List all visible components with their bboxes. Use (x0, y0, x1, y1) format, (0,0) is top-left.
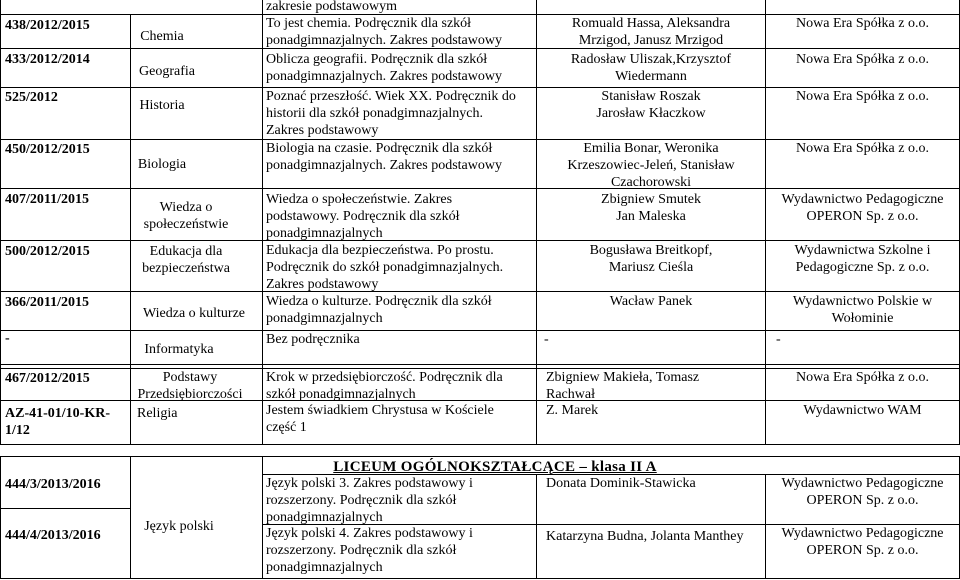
publisher-line: Nowa Era Spółka z o.o. (796, 16, 929, 31)
column-divider (536, 474, 537, 578)
authors-line: Zbigniew Makieła, Tomasz (546, 370, 700, 385)
publisher-line: Wydawnictwa Szkolne i (794, 243, 931, 258)
authors-line: Wacław Panek (609, 294, 693, 309)
publisher-line: Wydawnictwo Pedagogiczne (781, 192, 944, 207)
approval-number: 500/2012/2015 (5, 244, 90, 259)
authors-line: - (544, 332, 549, 347)
publisher-line: - (776, 332, 781, 347)
publisher-line: Wydawnictwo Pedagogiczne (781, 526, 944, 541)
approval-number: 438/2012/2015 (5, 18, 90, 33)
authors-line: Jan Maleska (616, 209, 686, 224)
subject-name: społeczeństwie (143, 217, 229, 232)
publisher-line: OPERON Sp. z o.o. (806, 543, 919, 558)
subject-name: bezpieczeństwa (142, 261, 230, 276)
authors-line: Z. Marek (546, 403, 599, 418)
publisher-line: Nowa Era Spółka z o.o. (796, 52, 929, 67)
row-divider (0, 240, 960, 241)
publisher-line: Wydawnictwo Polskie w (792, 294, 933, 309)
authors-line: Zbigniew Smutek (601, 192, 701, 207)
subject-name: Wiedza o kulturze (142, 306, 246, 321)
approval-number: 467/2012/2015 (5, 371, 90, 386)
authors-line: Emilia Bonar, Weronika (583, 141, 719, 156)
publisher-line: OPERON Sp. z o.o. (806, 209, 919, 224)
authors-line: Katarzyna Budna, Jolanta Manthey (546, 529, 744, 544)
subject-name: Geografia (139, 64, 195, 79)
book-title-line: Edukacja dla bezpieczeństwa. Po prostu. (266, 243, 494, 258)
approval-number: - (5, 331, 10, 346)
book-title-line: część 1 (266, 420, 307, 435)
book-title-line: Jestem świadkiem Chrystusa w Kościele (266, 403, 494, 418)
book-title-line: Wiedza o społeczeństwie. Zakres (266, 192, 453, 207)
approval-number: 444/4/2013/2016 (5, 528, 101, 543)
subject-name: Wiedza o (159, 200, 213, 215)
authors-line: Krzeszowiec-Jeleń, Stanisław (567, 158, 735, 173)
approval-number: 444/3/2013/2016 (5, 477, 101, 492)
column-divider (0, 0, 1, 444)
subject-name: Edukacja dla (149, 244, 223, 259)
book-title-line: Język polski 3. Zakres podstawowy i (266, 476, 473, 491)
approval-number: 366/2011/2015 (5, 295, 90, 310)
subject-name: Religia (137, 406, 178, 421)
approval-number: 450/2012/2015 (5, 142, 90, 157)
row-divider (0, 291, 960, 292)
authors-line: Stanisław Roszak (601, 89, 701, 104)
row-divider (0, 188, 960, 189)
subject-name: Podstawy (162, 370, 218, 385)
approval-number: 525/2012 (5, 90, 58, 105)
book-title-line: Poznać przeszłość. Wiek XX. Podręcznik do (266, 89, 516, 104)
book-title-line: podstawowy. Podręcznik dla szkół (266, 209, 460, 224)
section-divider (0, 456, 960, 457)
book-title-line: ponadgimnazjalnych (266, 226, 383, 241)
approval-number: 407/2011/2015 (5, 192, 90, 207)
column-divider (130, 456, 131, 578)
authors-line: Radosław Uliszak,Krzysztof (570, 52, 732, 67)
section-title (262, 459, 728, 476)
authors-line: Mariusz Cieśla (608, 260, 694, 275)
book-title-line: ponadgimnazjalnych (266, 311, 383, 326)
book-title-line: ponadgimnazjalnych. Zakres podstawowy (266, 33, 502, 48)
book-title-line: szkół ponadgimnazjalnych (266, 387, 416, 402)
subject-name: Biologia (137, 157, 187, 172)
book-title-line: ponadgimnazjalnych (266, 510, 383, 525)
authors-line: Rachwał (546, 387, 595, 402)
publisher-line: OPERON Sp. z o.o. (806, 493, 919, 508)
subject-name: Chemia (140, 29, 184, 44)
approval-number: 433/2012/2014 (5, 52, 90, 67)
book-title-line: Oblicza geografii. Podręcznik dla szkół (266, 52, 488, 67)
authors-line: Romuald Hassa, Aleksandra (571, 16, 731, 31)
authors-line: Donata Dominik-Stawicka (546, 476, 696, 491)
book-title-line: Wiedza o kulturze. Podręcznik dla szkół (266, 294, 492, 309)
row-divider (0, 330, 960, 331)
publisher-line: Wydawnictwo WAM (803, 403, 922, 418)
subject-name: Język polski (144, 519, 214, 534)
subject-name: Historia (139, 98, 185, 113)
publisher-line: Wołominie (831, 311, 894, 326)
section-title-text: LICEUM OGÓLNOKSZTAŁCĄCE – klasa II A (333, 459, 657, 475)
publisher-line: Nowa Era Spółka z o.o. (796, 370, 929, 385)
authors-line: Czachorowski (610, 175, 692, 190)
approval-number: AZ-41-01/10-KR- (5, 406, 110, 421)
column-divider (0, 456, 1, 578)
subject-name: Informatyka (144, 342, 214, 357)
book-title-line: Biologia na czasie. Podręcznik dla szkół (266, 141, 493, 156)
publisher-line: Nowa Era Spółka z o.o. (796, 89, 929, 104)
subject-name: Przedsiębiorczości (137, 387, 243, 402)
book-title-line: Podręcznik do szkół ponadgimnazjalnych. (266, 260, 504, 275)
publisher-line: Pedagogiczne Sp. z o.o. (795, 260, 930, 275)
book-title-line: Zakres podstawowy (266, 277, 379, 292)
publisher-line: Wydawnictwo Pedagogiczne (781, 476, 944, 491)
book-title-line: To jest chemia. Podręcznik dla szkół (266, 16, 472, 31)
table-bottom-border (0, 578, 960, 579)
book-title-line: ponadgimnazjalnych. Zakres podstawowy (266, 69, 502, 84)
book-title-line: Krok w przedsiębiorczość. Podręcznik dla (266, 370, 503, 385)
book-title-line: historii dla szkół ponadgimnazjalnych. (266, 106, 483, 121)
row-divider (0, 444, 960, 445)
book-title-line: ponadgimnazjalnych. Zakres podstawowy (266, 158, 502, 173)
book-title-line: rozszerzony. Podręcznik dla szkół (266, 493, 457, 508)
column-divider (262, 0, 263, 444)
book-title-line: Zakres podstawowy (266, 123, 379, 138)
authors-line: Bogusława Breitkopf, (589, 243, 713, 258)
row-divider (0, 508, 130, 509)
row-divider (0, 364, 960, 365)
book-title-line: Język polski 4. Zakres podstawowy i (266, 526, 473, 541)
book-title-line: ponadgimnazjalnych (266, 560, 383, 575)
publisher-line: Nowa Era Spółka z o.o. (796, 141, 929, 156)
approval-number: 1/12 (5, 423, 30, 438)
book-title-line: rozszerzony. Podręcznik dla szkół (266, 543, 457, 558)
authors-line: Wiedermann (615, 69, 687, 84)
authors-line: Mrzigod, Janusz Mrzigod (578, 33, 724, 48)
authors-line: Jarosław Kłaczkow (596, 106, 706, 121)
title-continuation: zakresie podstawowym (266, 0, 398, 14)
book-title-line: Bez podręcznika (266, 332, 360, 347)
